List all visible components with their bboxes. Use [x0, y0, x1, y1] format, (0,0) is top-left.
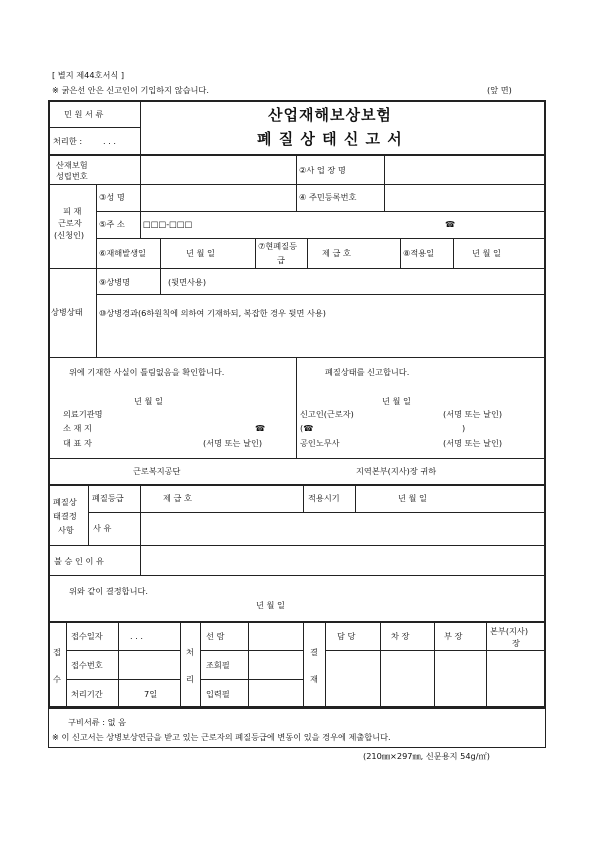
branch-label: 지역본부(지사)장 귀하	[356, 466, 437, 476]
location-label: 소 재 지	[63, 423, 92, 433]
phone-icon: ☎	[445, 219, 456, 229]
receipt-no-label: 접수번호	[71, 660, 103, 670]
grade-label: 폐질등급	[92, 493, 124, 503]
address-postal-boxes: □□□-□□□	[143, 219, 193, 229]
input-label: 입력필	[206, 689, 230, 699]
approval-group-1: 결	[310, 647, 318, 657]
processed-dots: . . .	[103, 136, 117, 146]
paper-spec: (210㎜×297㎜, 신문용지 54g/㎡)	[363, 751, 490, 761]
period-value: 7일	[144, 689, 158, 699]
apply-period-format: 년 월 일	[398, 493, 427, 503]
name-label: ③성 명	[99, 192, 125, 202]
address-label: ⑤주 소	[99, 219, 125, 229]
decision-group-1: 폐질상	[53, 497, 77, 507]
approval-group-2: 재	[310, 674, 318, 684]
accident-date-format: 년 월 일	[186, 248, 215, 258]
confirm-right-date: 년 월 일	[382, 396, 411, 406]
current-grade-label-1: ⑦현폐질등	[258, 241, 297, 251]
reporter-phone: (☎	[300, 423, 314, 433]
worker-group-1: 피 재	[63, 206, 82, 216]
reason-label: 사 유	[93, 523, 112, 533]
decided-text: 위와 같이 결정합니다.	[69, 586, 148, 596]
agency-label: 근로복지공단	[133, 466, 181, 476]
decision-group-2: 태결정	[53, 511, 77, 521]
attorney-sign: (서명 또는 날인)	[443, 438, 503, 448]
injury-name-value: (뒷면사용)	[168, 277, 207, 287]
injury-group-label: 상병상태	[51, 307, 83, 317]
processed-label: 처리한 :	[53, 136, 83, 146]
receipt-group-2: 수	[53, 674, 61, 684]
apply-date-format: 년 월 일	[472, 248, 501, 258]
reporter-phone-close: )	[462, 423, 466, 433]
form-title-line2: 폐 질 상 태 신 고 서	[257, 130, 403, 148]
current-grade-format: 제 급 호	[322, 248, 351, 258]
receipt-date-dots: . . .	[130, 631, 144, 641]
page-side: (앞 면)	[487, 85, 512, 95]
receipt-date-label: 접수일자	[71, 631, 103, 641]
reporter-label: 신고인(근로자)	[300, 409, 354, 419]
confirm-right-text: 폐질상태를 신고합니다.	[325, 367, 410, 377]
apply-date-label: ⑧적용일	[403, 248, 435, 258]
confirm-left-date: 년 월 일	[134, 396, 163, 406]
representative-label: 대 표 자	[63, 438, 92, 448]
hospital-label: 의료기관명	[63, 409, 103, 419]
select-label: 선 람	[206, 631, 225, 641]
employer-name-label: ②사 업 장 명	[299, 165, 346, 175]
attachments-label: 구비서류 : 없 음	[68, 717, 127, 727]
apply-period-label: 적용시기	[308, 493, 340, 503]
period-label: 처리기간	[71, 689, 103, 699]
civil-doc-label: 민 원 서 류	[64, 109, 104, 119]
process-group-1: 처	[186, 647, 194, 657]
process-group-2: 리	[186, 674, 194, 684]
current-grade-label-2: 급	[277, 255, 285, 265]
inquiry-label: 조회필	[206, 660, 230, 670]
footer-note: ※ 이 신고서는 상병보상연금을 받고 있는 근로자의 폐질등급에 변동이 있을 경우에 제출합니다.	[52, 732, 391, 742]
grade-format: 제 급 호	[163, 493, 192, 503]
form-title-line1: 산업재해보상보험	[268, 106, 392, 124]
confirm-left-text: 위에 기재한 사실이 틀림없음을 확인합니다.	[69, 367, 225, 377]
form-number: [ 별지 제44호서식 ]	[52, 70, 125, 80]
denial-reason-label: 불 승 인 이 유	[54, 556, 104, 566]
accident-date-label: ⑥재해발생일	[99, 248, 146, 258]
role-deputy: 차 장	[391, 631, 410, 641]
hospital-phone-icon: ☎	[255, 423, 266, 433]
role-manager: 부 장	[444, 631, 463, 641]
role-head-1: 본부(지사)	[490, 626, 529, 636]
rep-sign: (서명 또는 날인)	[203, 438, 263, 448]
labor-attorney-label: 공인노무사	[300, 438, 340, 448]
header-note: ※ 굵은선 안은 신고인이 기입하지 않습니다.	[52, 85, 209, 95]
worker-group-2: 근로자	[58, 218, 82, 228]
injury-name-label: ⑨상병명	[99, 277, 131, 287]
receipt-group-1: 접	[53, 647, 61, 657]
reporter-sign: (서명 또는 날인)	[443, 409, 503, 419]
decided-date: 년 월 일	[256, 600, 285, 610]
footer-frame	[48, 708, 546, 748]
injury-progress-label: ⑩상병경과(6하원칙에 의하여 기재하되, 복잡한 경우 뒷면 사용)	[99, 308, 326, 318]
role-staff: 담 당	[337, 631, 356, 641]
insurance-no-label-2: 성립번호	[56, 171, 88, 181]
worker-group-3: (신청인)	[54, 230, 85, 240]
insurance-no-label-1: 산재보험	[56, 160, 88, 170]
role-head-2: 장	[512, 638, 520, 648]
resident-no-label: ④ 주민등록번호	[299, 192, 357, 202]
decision-group-3: 사항	[58, 525, 74, 535]
